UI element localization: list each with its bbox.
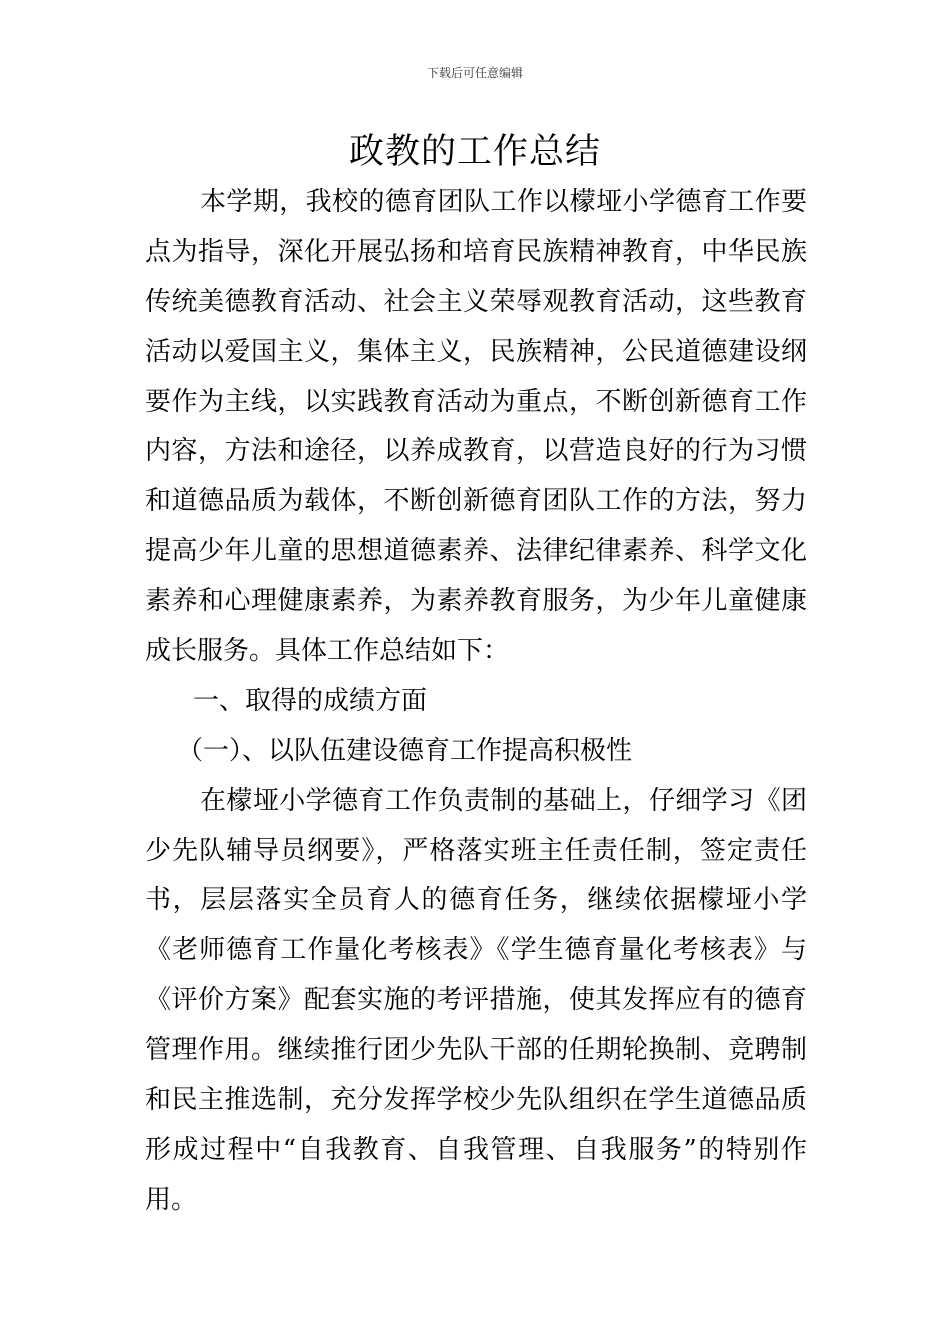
paragraph-line: 少先队辅导员纲要》，严格落实班主任责任制，签定责任 [145, 835, 807, 866]
paragraph-line: 提高少年儿童的思想道德素养、法律纪律素养、科学文化 [145, 536, 807, 567]
page-header: 下载后可任意编辑 [426, 66, 523, 80]
paragraph-line: 内容，方法和途径，以养成教育，以营造良好的行为习惯 [145, 436, 807, 467]
paragraph-line: 素养和心理健康素养，为素养教育服务，为少年儿童健康 [145, 586, 807, 617]
document-title: 政教的工作总结 [348, 132, 601, 172]
paragraph-line: 在檬垭小学德育工作负责制的基础上，仔细学习《团 [200, 785, 807, 816]
paragraph-line: 活动以爱国主义，集体主义，民族精神，公民道德建设纲 [145, 336, 807, 367]
subsection-heading: （一）、以队伍建设德育工作提高积极性 [177, 735, 633, 766]
paragraph-line: 《老师德育工作量化考核表》《学生德育量化考核表》与 [145, 935, 807, 966]
paragraph-line: 用。 [145, 1184, 198, 1215]
paragraph-line: 《评价方案》配套实施的考评措施，使其发挥应有的德育 [145, 985, 807, 1016]
paragraph-line: 书，层层落实全员育人的德育任务，继续依据檬垭小学 [145, 885, 807, 916]
paragraph-line: 和道德品质为载体，不断创新德育团队工作的方法，努力 [145, 486, 807, 517]
paragraph-line: 要作为主线，以实践教育活动为重点，不断创新德育工作 [145, 386, 807, 417]
paragraph-line: 形成过程中“自我教育、自我管理、自我服务”的特别作 [145, 1134, 807, 1165]
section-heading: 一、取得的成绩方面 [193, 685, 428, 716]
paragraph-line: 点为指导，深化开展弘扬和培育民族精神教育，中华民族 [145, 236, 807, 267]
paragraph-line: 传统美德教育活动、社会主义荣辱观教育活动，这些教育 [145, 286, 807, 317]
paragraph-line: 管理作用。继续推行团少先队干部的任期轮换制、竞聘制 [145, 1035, 807, 1066]
paragraph-line: 成长服务。具体工作总结如下： [145, 636, 510, 667]
document-body [145, 178, 807, 1226]
paragraph-line: 和民主推选制，充分发挥学校少先队组织在学生道德品质 [145, 1085, 807, 1116]
paragraph-line: 本学期，我校的德育团队工作以檬垭小学德育工作要 [200, 187, 807, 217]
